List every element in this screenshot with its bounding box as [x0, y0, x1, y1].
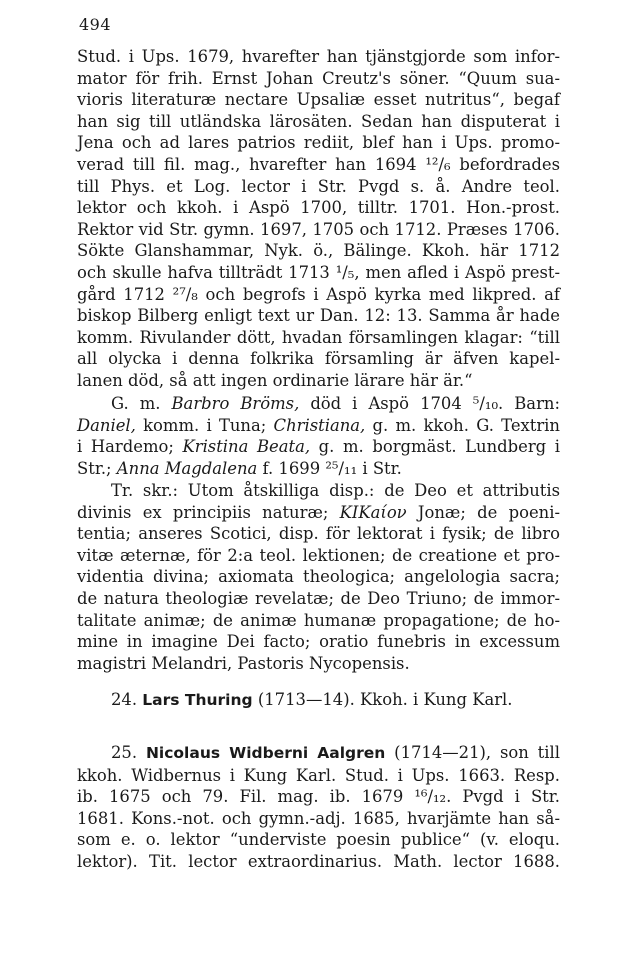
text-span: (1713—14). Kkoh. i Kung Karl. — [252, 690, 513, 709]
entry-name: Lars Thuring — [142, 691, 253, 709]
spouse-name: Barbro Bröms, — [171, 394, 300, 413]
text-line: kkoh. Widbernus i Kung Karl. Stud. i Ups. 1663. Resp. — [77, 765, 560, 785]
entry-number: 25. — [111, 743, 138, 762]
text-line: gård 1712 ²⁷/₈ och begrofs i Aspö kyrka med likpred. af — [77, 284, 560, 304]
text-line: 1681. Kons.-not. och gymn.-adj. 1685, hvarjämte han så- — [77, 808, 560, 828]
text-line — [77, 436, 560, 458]
text-line: och skulle hafva tillträdt 1713 ¹/₅, men afled i Aspö prest- — [77, 262, 560, 282]
paragraph-writings — [77, 480, 560, 674]
page-number: 494 — [79, 15, 112, 34]
text-line: biskop Bilberg enligt text ur Dan. 12: 13. Samma år hade — [77, 306, 560, 326]
text-line: han sig till utländska lärosäten. Sedan han disputerat i — [77, 111, 560, 131]
text-line: Rektor vid Str. gymn. 1697, 1705 och 1712. Præses 1706. — [77, 219, 560, 239]
text-line — [77, 742, 560, 765]
text-span: i Hardemo; — [77, 437, 183, 457]
text-line: videntia divina; axiomata theologica; angelologia sacra; — [77, 567, 560, 587]
text-span: g. m. borgmäst. Lundberg i — [310, 437, 561, 457]
text-line: verad till fil. mag., hvarefter han 1694 ¹²/₆ befordrades — [77, 154, 560, 174]
greek-word: KIKaίον — [339, 502, 407, 522]
entry-number: 24. — [111, 690, 138, 709]
text-line — [77, 415, 560, 437]
text-line: vitæ æternæ, för 2:a teol. lektionen; de creatione et pro- — [77, 545, 560, 565]
text-span: g. m. kkoh. G. Textrin — [365, 415, 560, 435]
entry-24 — [77, 689, 560, 712]
paragraph-family — [77, 393, 560, 479]
text-span: (1714—21), son till — [385, 743, 560, 762]
text-line: lektor och kkoh. i Aspö 1700, tilltr. 1701. Hon.-prost. — [77, 198, 560, 218]
child-name: Daniel, — [77, 415, 136, 435]
text-line: till Phys. et Log. lector i Str. Pvgd s. å. Andre teol. — [77, 176, 560, 196]
child-name: Anna Magdalena — [116, 458, 258, 478]
text-line: som e. o. lektor “underviste poesin publice“ (v. eloqu. — [77, 830, 560, 850]
text-line: tentia; anseres Scotici, disp. för lektorat i fysik; de libro — [77, 524, 560, 544]
text-line: Tr. skr.: Utom åtskilliga disp.: de Deo et attributis — [111, 481, 560, 500]
text-line: talitate animæ; de animæ humanæ propagatione; de ho- — [77, 610, 560, 630]
paragraph-biography-continued — [77, 46, 560, 392]
text-line: komm. Rivulander dött, hvadan församlingen klagar: “till — [77, 327, 560, 347]
text-line: all olycka i denna folkrika församling är äfven kapel- — [77, 349, 560, 369]
text-span: f. 1699 ²⁵/₁₁ i Str. — [257, 458, 402, 478]
text-line: Sökte Glanshammar, Nyk. ö., Bälinge. Kkoh. här 1712 — [77, 241, 560, 261]
child-name: Kristina Beata, — [182, 437, 311, 457]
text-line: lektor). Tit. lector extraordinarius. Math. lector 1688. — [77, 851, 560, 871]
text-line: magistri Melandri, Pastoris Nycopensis. — [77, 653, 410, 673]
text-line — [77, 502, 560, 524]
text-span: Str.; — [77, 458, 117, 478]
text-span: divinis ex principiis naturæ; — [77, 502, 340, 522]
text-line: vioris literaturæ nectare Upsaliæ esset nutritus“, begaf — [77, 90, 560, 110]
text-span: G. m. — [111, 394, 172, 413]
text-line: Stud. i Ups. 1679, hvarefter han tjänstgjorde som infor- — [77, 47, 560, 66]
child-name: Christiana, — [273, 415, 366, 435]
text-line: ib. 1675 och 79. Fil. mag. ib. 1679 ¹⁶/₁₂. Pvgd i Str. — [77, 787, 560, 807]
text-line: de natura theologiæ revelatæ; de Deo Triuno; de immor- — [77, 588, 560, 608]
text-line — [77, 393, 560, 415]
text-line: lanen död, så att ingen ordinarie lärare här är.“ — [77, 370, 473, 390]
text-line: mator för frih. Ernst Johan Creutz's söner. “Quum sua- — [77, 68, 560, 88]
text-span: död i Aspö 1704 ⁵/₁₀. Barn: — [299, 394, 560, 413]
entry-25 — [77, 742, 560, 873]
text-line — [77, 458, 560, 480]
text-line — [77, 689, 560, 712]
text-span: Jonæ; de poeni- — [406, 502, 560, 522]
entry-name: Nicolaus Widberni Aalgren — [145, 744, 386, 762]
text-line: Jena och ad lares patrios rediit, blef han i Ups. promo- — [77, 133, 560, 153]
text-line: mine in imagine Dei facto; oratio funebris in excessum — [77, 632, 560, 652]
text-span: komm. i Tuna; — [135, 415, 274, 435]
